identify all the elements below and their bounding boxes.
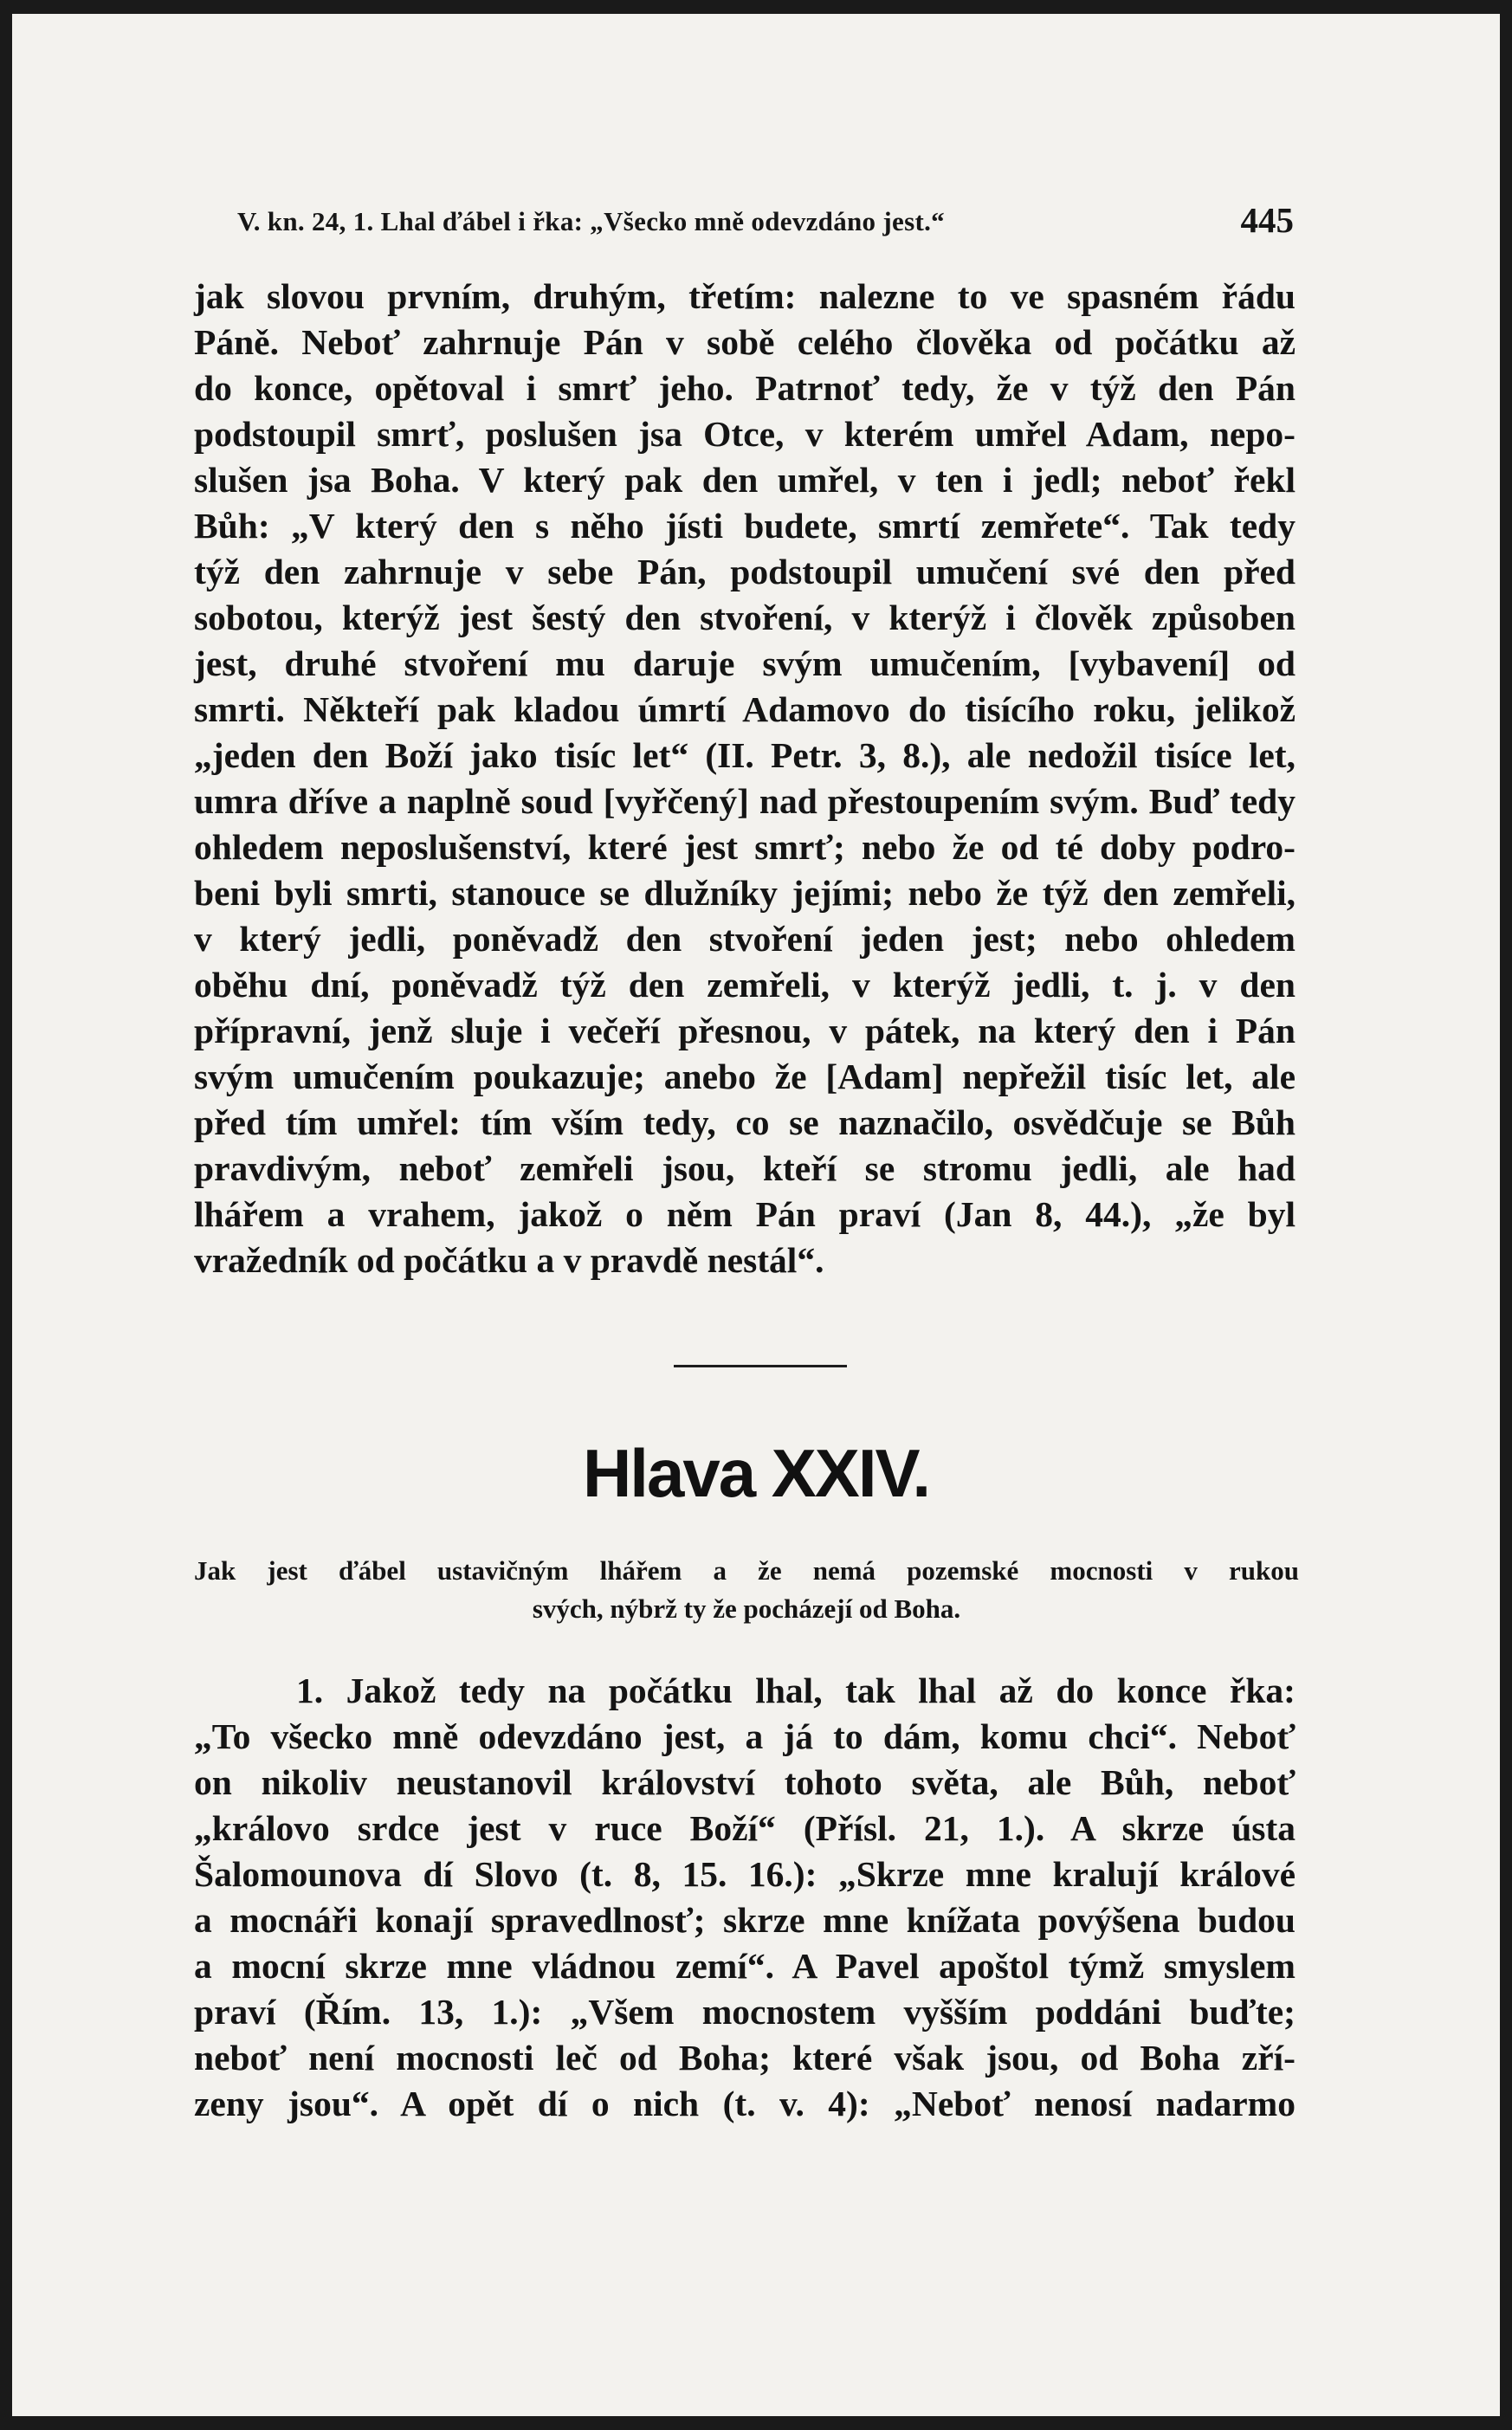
text-line: smrti. Někteří pak kladou úmrtí Adamovo do tisícího roku, jelikož — [194, 689, 1296, 729]
book-page — [12, 14, 1500, 2416]
text-line: neboť není mocnosti leč od Boha; které však jsou, od Boha zří- — [194, 2038, 1296, 2078]
chapter-subtitle-line: svých, nýbrž ty že pocházejí od Boha. — [532, 1593, 961, 1624]
text-line: oběhu dní, poněvadž týž den zemřeli, v kterýž jedli, t. j. v den — [194, 965, 1296, 1005]
text-line: slušen jsa Boha. V který pak den umřel, v ten i jedl; neboť řekl — [194, 460, 1296, 500]
text-line: ohledem neposlušenství, které jest smrť; nebo že od té doby podro- — [194, 827, 1296, 867]
text-line: zeny jsou“. A opět dí o nich (t. v. 4): „Neboť nenosí nadarmo — [194, 2084, 1296, 2123]
text-line: do konce, opětoval i smrť jeho. Patrnoť tedy, že v týž den Pán — [194, 368, 1296, 408]
text-line: Šalomounova dí Slovo (t. 8, 15. 16.): „Skrze mne kralují králové — [194, 1854, 1296, 1894]
paragraph-top — [194, 274, 1296, 1283]
text-line: jest, druhé stvoření mu daruje svým umučením, [vybavení] od — [194, 643, 1296, 683]
text-line: vražedník od počátku a v pravdě nestál“. — [194, 1240, 824, 1280]
chapter-title: Hlava XXIV. — [582, 1435, 930, 1511]
text-line: před tím umřel: tím vším tedy, co se naznačilo, osvědčuje se Bůh — [194, 1102, 1296, 1142]
section-divider — [674, 1365, 847, 1367]
text-line: a mocnáři konají spravedlnosť; skrze mne knížata povýšena budou — [194, 1900, 1296, 1940]
text-line: praví (Řím. 13, 1.): „Všem mocnostem vyšším poddáni buďte; — [194, 1992, 1296, 2032]
chapter-subtitle — [194, 1552, 1299, 1628]
text-line: pravdivým, neboť zemřeli jsou, kteří se stromu jedli, ale had — [194, 1148, 1296, 1188]
text-line: podstoupil smrť, poslušen jsa Otce, v kterém umřel Adam, nepo- — [194, 414, 1296, 454]
text-line: v který jedli, poněvadž den stvoření jeden jest; nebo ohledem — [194, 919, 1296, 959]
text-line: a mocní skrze mne vládnou zemí“. A Pavel apoštol týmž smyslem — [194, 1946, 1296, 1986]
text-line: „jeden den Boží jako tisíc let“ (II. Petr. 3, 8.), ale nedožil tisíce let, — [194, 735, 1296, 775]
text-line: umra dříve a naplně soud [vyřčený] nad přestoupením svým. Buď tedy — [194, 781, 1296, 821]
text-line: 1. Jakož tedy na počátku lhal, tak lhal až do konce řka: — [296, 1671, 1296, 1710]
text-line: přípravní, jenž sluje i večeří přesnou, v pátek, na který den i Pán — [194, 1011, 1296, 1050]
chapter-subtitle-line: Jak jest ďábel ustavičným lhářem a že nemá pozemské mocnosti v rukou — [194, 1555, 1299, 1586]
text-line: Bůh: „V který den s něho jísti budete, smrtí zemřete“. Tak tedy — [194, 506, 1296, 546]
text-line: „královo srdce jest v ruce Boží“ (Přísl. 21, 1.). A skrze ústa — [194, 1808, 1296, 1848]
text-line: beni byli smrti, stanouce se dlužníky jejími; nebo že týž den zemřeli, — [194, 873, 1296, 913]
text-line: jak slovou prvním, druhým, třetím: nalezne to ve spasném řádu — [194, 276, 1296, 316]
running-head-text: V. kn. 24, 1. Lhal ďábel i řka: „Všecko mně odevzdáno jest.“ — [237, 206, 945, 236]
running-header — [237, 199, 1294, 242]
text-line: svým umučením poukazuje; anebo že [Adam] nepřežil tisíc let, ale — [194, 1057, 1296, 1096]
page-number: 445 — [1240, 200, 1294, 240]
paragraph-bottom — [194, 1668, 1296, 2127]
text-line: Páně. Neboť zahrnuje Pán v sobě celého člověka od počátku až — [194, 322, 1296, 362]
text-line: „To všecko mně odevzdáno jest, a já to dám, komu chci“. Neboť — [194, 1716, 1296, 1756]
text-line: sobotou, kterýž jest šestý den stvoření, v kterýž i člověk způsoben — [194, 598, 1296, 637]
text-line: týž den zahrnuje v sebe Pán, podstoupil umučení své den před — [194, 552, 1296, 591]
text-line: lhářem a vrahem, jakož o něm Pán praví (Jan 8, 44.), „že byl — [194, 1194, 1296, 1234]
text-line: on nikoliv neustanovil království tohoto světa, ale Bůh, neboť — [194, 1762, 1296, 1802]
